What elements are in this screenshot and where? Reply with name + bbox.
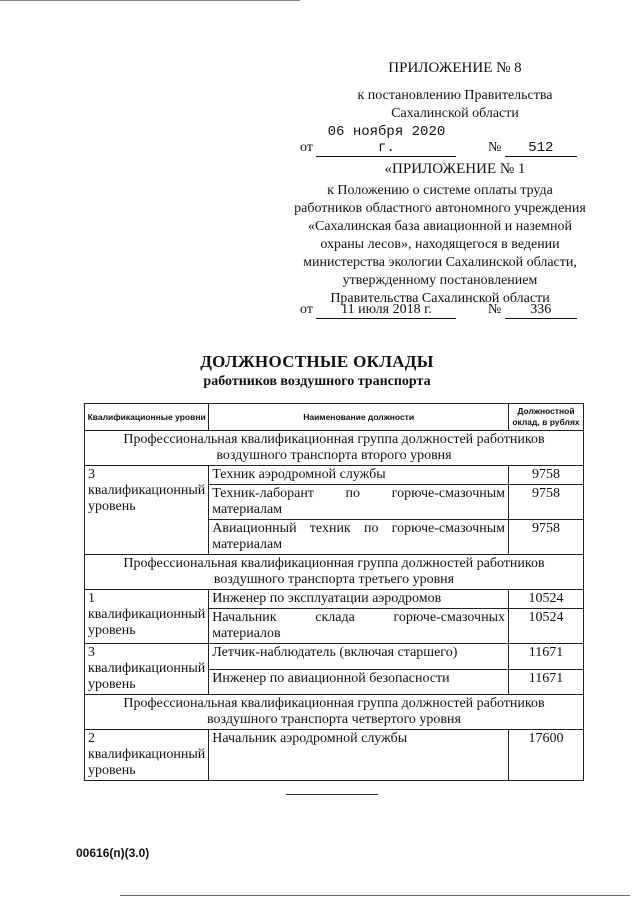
salary-cell: 9758 [509, 485, 584, 520]
level-cell: 3 квалификационный уровень [85, 466, 209, 555]
header-position: Наименование должности [209, 404, 509, 431]
appendix-8-title: ПРИЛОЖЕНИЕ № 8 [388, 60, 522, 76]
group-row [85, 695, 584, 730]
level-cell: 2 квалификационный уровень [85, 730, 209, 781]
salary-cell: 11671 [509, 644, 584, 670]
salary-table [84, 403, 584, 781]
level-cell: 3 квалификационный уровень [85, 644, 209, 695]
group-title: Профессиональная квалификационная группа должностей работников воздушного транспорта второго уровня [85, 431, 584, 466]
appendix-1-order-line [300, 302, 577, 319]
group-row [85, 431, 584, 466]
position-cell: Начальник склада горюче-смазочных материалов [209, 609, 509, 644]
order-date: 11 июля 2018 г. [316, 302, 456, 319]
appendix-8-line1: к постановлению Правительства [357, 88, 553, 103]
appendix-1-line: охраны лесов», находящегося в ведении [320, 237, 560, 252]
group-title: Профессиональная квалификационная группа должностей работников воздушного транспорта третьего уровня [85, 555, 584, 590]
position-cell: Инженер по авиационной безопасности [209, 669, 509, 695]
salary-cell: 9758 [509, 466, 584, 485]
scan-edge-top [0, 0, 300, 1]
appendix-1-line: министерства экологии Сахалинской области, [303, 255, 577, 270]
appendix-8-line2: Сахалинской области [391, 106, 519, 121]
scan-edge-bottom [120, 895, 630, 896]
order-from-label: от [300, 302, 313, 317]
position-cell: Техник-лаборант по горюче-смазочным материалам [209, 485, 509, 520]
appendix-1-line: работников областного автономного учреждения [294, 201, 586, 216]
document-subheading: работников воздушного транспорта [203, 374, 431, 389]
position-cell: Авиационный техник по горюче-смазочным материалам [209, 520, 509, 555]
table-row [85, 644, 584, 670]
appendix-1-line: Правительства Сахалинской области [330, 291, 550, 306]
order-number: 336 [505, 302, 577, 319]
header-level: Квалификационные уровни [85, 404, 209, 431]
document-code: 00616(п)(3.0) [76, 846, 150, 860]
order-number: 512 [505, 140, 577, 157]
level-cell: 1 квалификационный уровень [85, 590, 209, 644]
appendix-8-block [240, 60, 630, 123]
salary-cell: 11671 [509, 669, 584, 695]
table-header-row [85, 404, 584, 431]
appendix-1-block [280, 160, 600, 308]
table-row [85, 730, 584, 781]
position-cell: Начальник аэродромной службы [209, 730, 509, 781]
header-salary: Должностной оклад, в рублях [509, 404, 584, 431]
order-date: 06 ноября 2020 г. [316, 124, 456, 157]
group-row [85, 555, 584, 590]
appendix-1-line: утвержденному постановлением [342, 273, 538, 288]
position-cell: Инженер по эксплуатации аэродромов [209, 590, 509, 609]
appendix-1-line: «Сахалинская база авиационной и наземной [308, 219, 572, 234]
position-cell: Техник аэродромной службы [209, 466, 509, 485]
appendix-8-order-line [300, 124, 577, 157]
table-row [85, 590, 584, 609]
appendix-1-title: «ПРИЛОЖЕНИЕ № 1 [384, 161, 526, 177]
table-row [85, 466, 584, 485]
salary-cell: 17600 [509, 730, 584, 781]
salary-cell: 10524 [509, 609, 584, 644]
salary-cell: 10524 [509, 590, 584, 609]
order-from-label: от [300, 140, 313, 155]
order-num-label: № [487, 302, 502, 317]
salary-cell: 9758 [509, 520, 584, 555]
group-title: Профессиональная квалификационная группа должностей работников воздушного транспорта четвертого уровня [85, 695, 584, 730]
order-num-label: № [487, 140, 502, 155]
document-heading: ДОЛЖНОСТНЫЕ ОКЛАДЫ [200, 352, 434, 371]
closing-line [286, 794, 378, 795]
appendix-1-line: к Положению о системе оплаты труда [327, 183, 553, 198]
position-cell: Летчик-наблюдатель (включая старшего) [209, 644, 509, 670]
